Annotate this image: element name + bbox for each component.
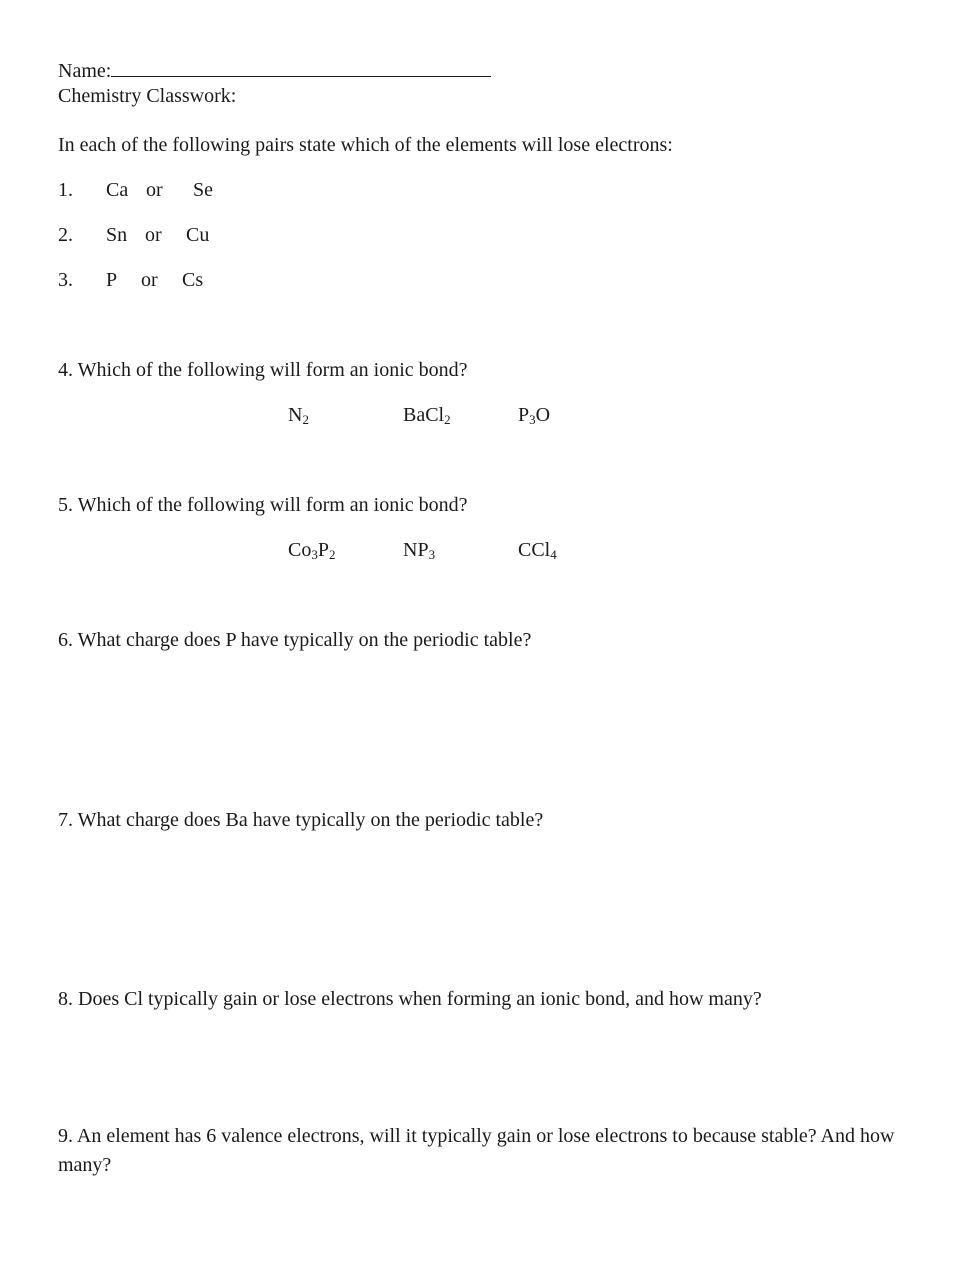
question-8: 8. Does Cl typically gain or lose electrons when forming an ionic bond, and how many? xyxy=(58,988,762,1010)
formula-subscript: 2 xyxy=(328,547,336,562)
formula-base: CCl xyxy=(518,539,551,561)
page-title: Chemistry Classwork: xyxy=(58,85,237,107)
name-label: Name: xyxy=(58,60,112,82)
name-line xyxy=(58,58,491,83)
pair-number: 2. xyxy=(58,224,73,246)
formula-subscript: 2 xyxy=(302,412,309,427)
formula-subscript: 4 xyxy=(550,547,557,562)
pair-or: or xyxy=(145,224,162,246)
formula-base: N xyxy=(288,404,303,426)
question-5: 5. Which of the following will form an ionic bond? xyxy=(58,494,468,516)
pair-element-a: Sn xyxy=(106,224,128,246)
pair-or: or xyxy=(146,179,163,201)
pair-number: 1. xyxy=(58,179,73,201)
pair-element-b: Cu xyxy=(186,224,210,246)
formula-subscript: 3 xyxy=(311,547,318,562)
question-6: 6. What charge does P have typically on the periodic table? xyxy=(58,629,532,651)
formula-base: P xyxy=(317,539,329,561)
q5-option-ccl4 xyxy=(518,538,557,562)
formula-base: Co xyxy=(288,539,312,561)
q5-option-np3 xyxy=(403,538,435,562)
name-blank-field[interactable] xyxy=(111,58,491,77)
formula-subscript: 3 xyxy=(428,547,436,562)
q4-option-bacl2 xyxy=(403,403,451,427)
formula-subscript: 2 xyxy=(444,412,451,427)
formula-base: NP xyxy=(403,539,429,561)
q4-option-n2 xyxy=(288,403,309,427)
pair-element-b: Se xyxy=(193,179,213,201)
q5-option-co3p2 xyxy=(288,538,335,562)
formula-base: BaCl xyxy=(403,404,445,426)
instructions-text: In each of the following pairs state which of the elements will lose electrons: xyxy=(58,134,673,156)
formula-base: O xyxy=(535,404,551,426)
pair-element-a: P xyxy=(106,269,118,291)
pair-or: or xyxy=(141,269,158,291)
pair-number: 3. xyxy=(58,269,73,291)
pair-element-a: Ca xyxy=(106,179,129,201)
question-4: 4. Which of the following will form an ionic bond? xyxy=(58,359,468,381)
q4-option-p3o xyxy=(518,403,550,427)
question-9: 9. An element has 6 valence electrons, will it typically gain or lose electrons to because stable? And how many? xyxy=(58,1125,895,1176)
pair-element-b: Cs xyxy=(182,269,204,291)
formula-base: P xyxy=(518,404,530,426)
question-7: 7. What charge does Ba have typically on the periodic table? xyxy=(58,809,544,831)
formula-subscript: 3 xyxy=(529,412,536,427)
